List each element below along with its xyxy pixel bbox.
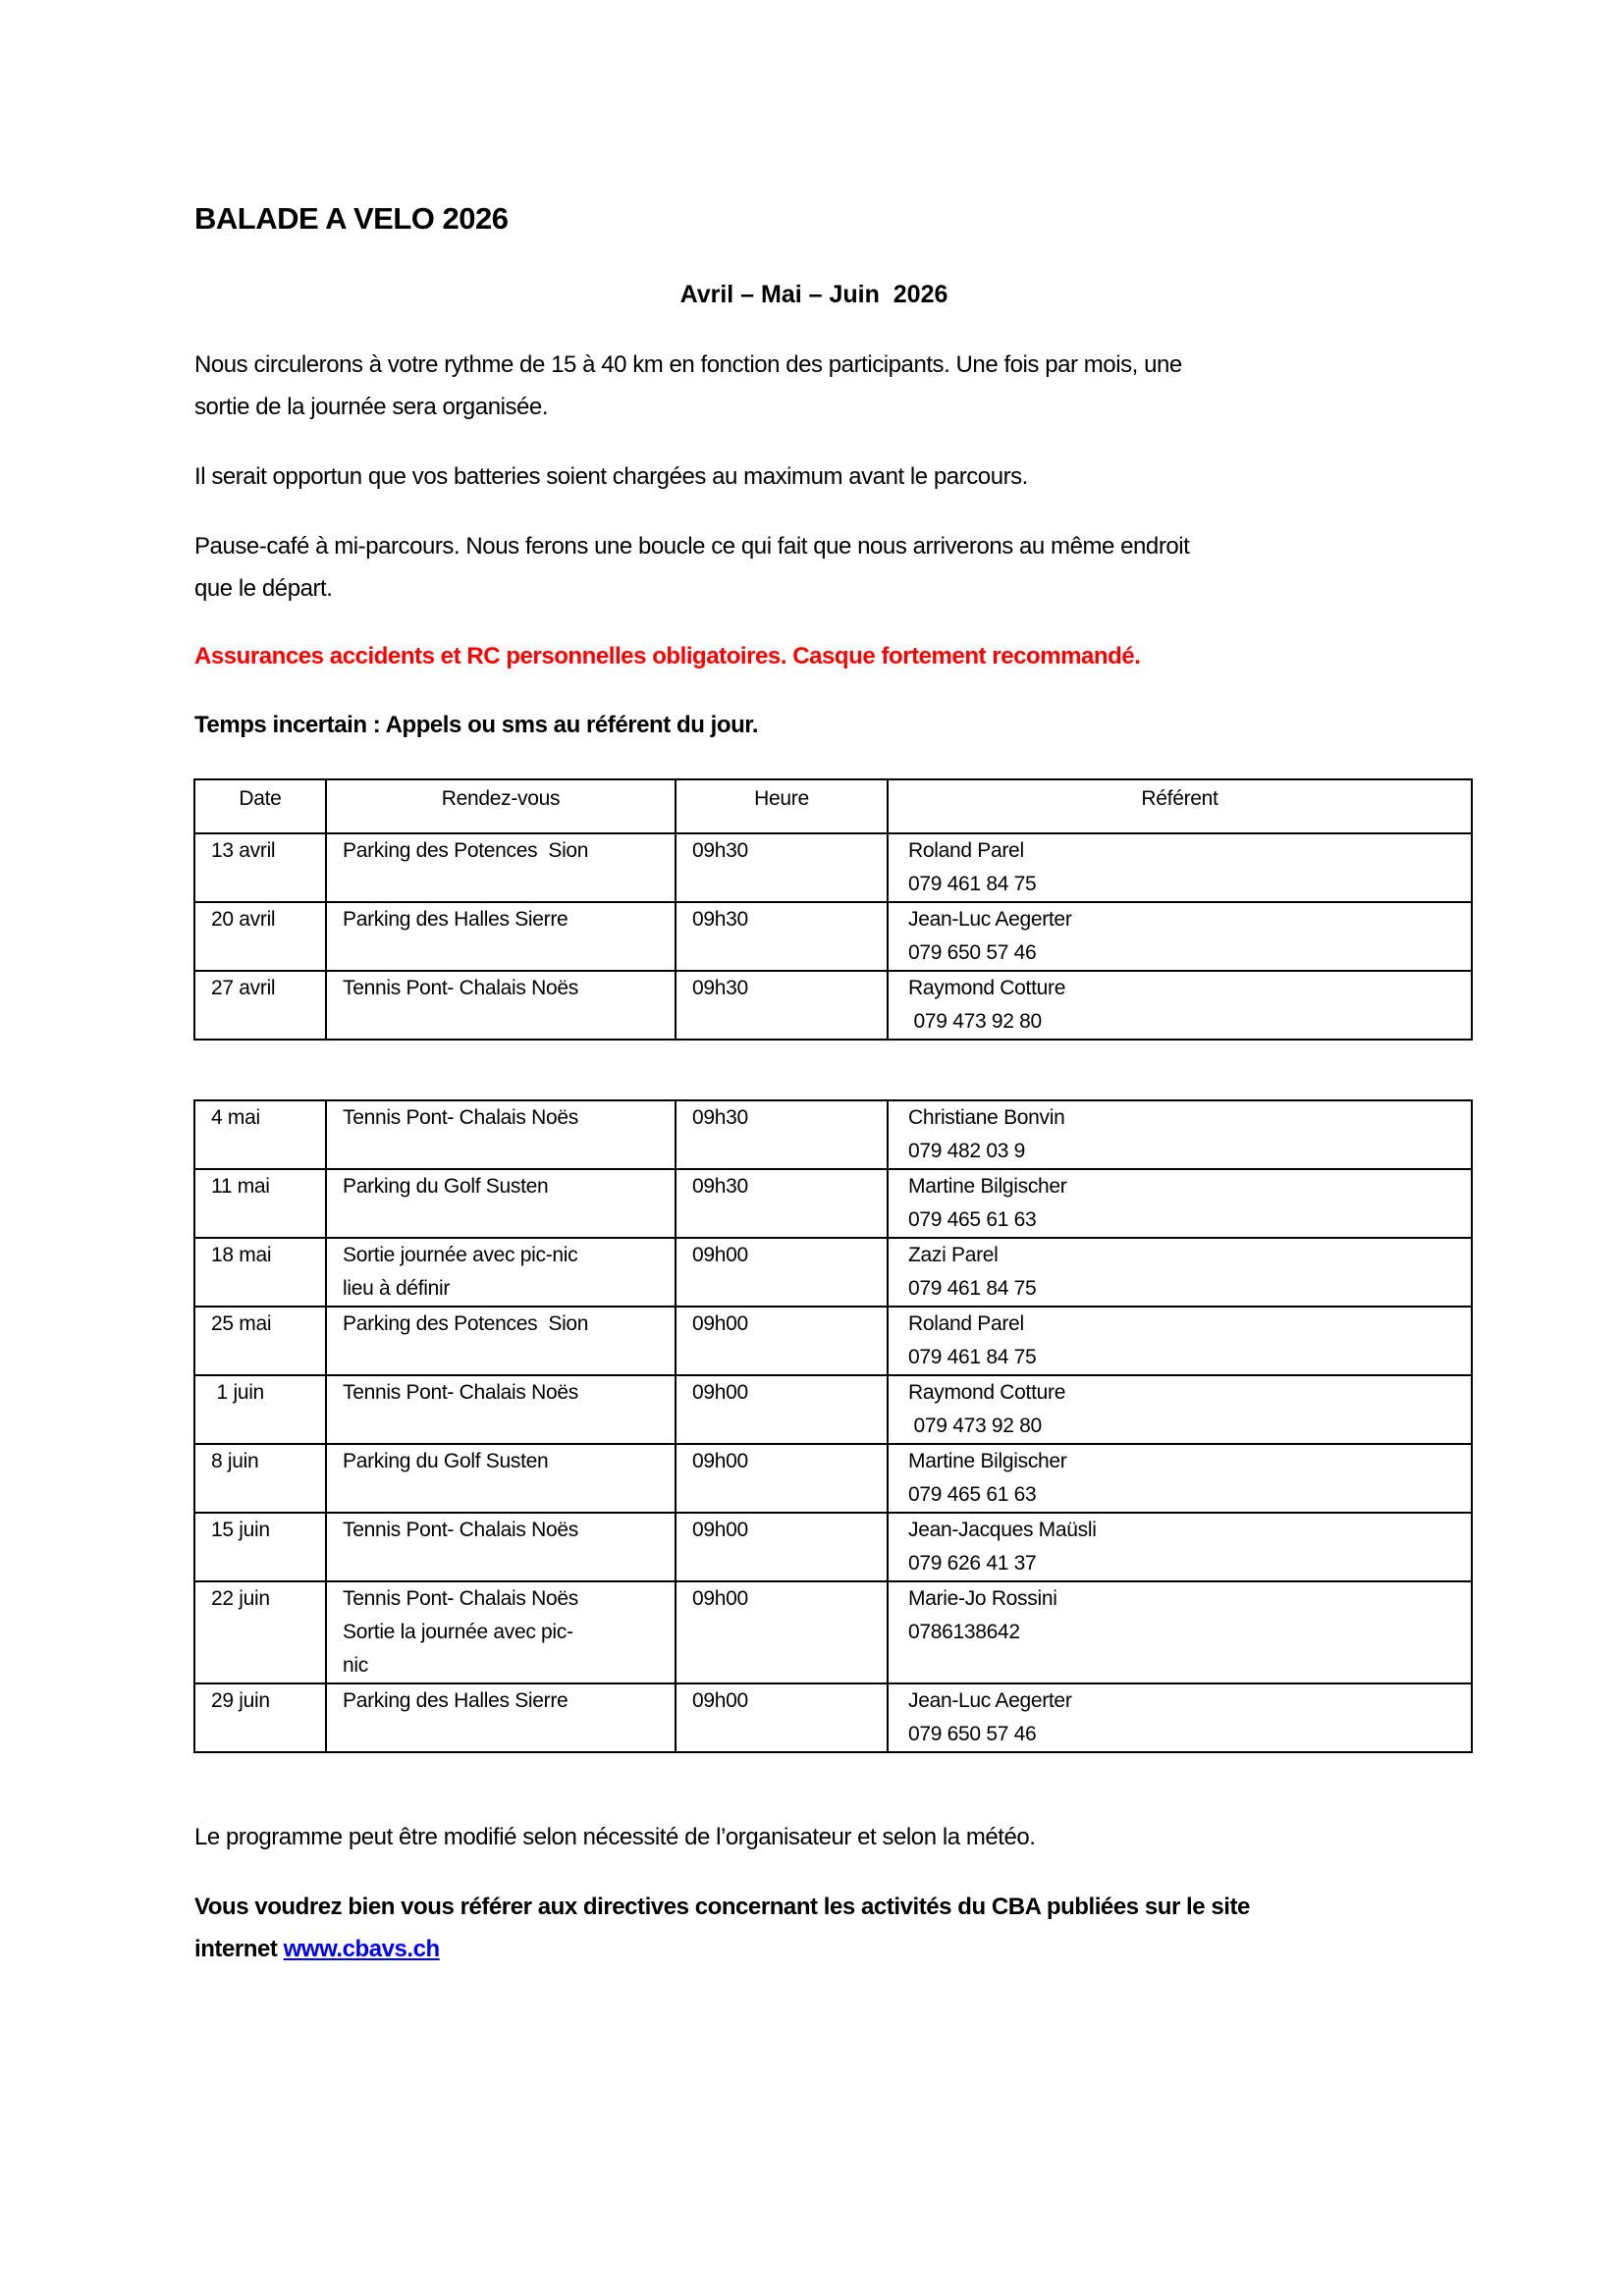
date-text: 13 avril bbox=[211, 839, 276, 862]
referent-name: Zazi Parel bbox=[908, 1244, 999, 1266]
cell-date bbox=[194, 1683, 326, 1752]
time-text: 09h30 bbox=[692, 908, 748, 931]
period-subtitle-text: Avril – Mai – Juin 2026 bbox=[679, 281, 948, 308]
place-text: Sortie journée avec pic-nic bbox=[343, 1244, 578, 1266]
referent-name: Jean-Luc Aegerter bbox=[908, 908, 1072, 931]
place-text: Parking des Halles Sierre bbox=[343, 1689, 568, 1712]
schedule-table-april bbox=[193, 778, 1473, 1041]
date-text: 1 juin bbox=[211, 1381, 264, 1404]
weather-note: Temps incertain : Appels ou sms au référent du jour. bbox=[194, 712, 759, 738]
date-text: 11 mai bbox=[211, 1175, 270, 1198]
place-text: Parking des Halles Sierre bbox=[343, 908, 568, 931]
cell-date bbox=[194, 1581, 326, 1683]
cell-referent bbox=[888, 833, 1472, 902]
table-row bbox=[194, 833, 1472, 902]
cell-place bbox=[326, 1375, 676, 1444]
date-text: 8 juin bbox=[211, 1450, 259, 1472]
table-row bbox=[194, 1100, 1472, 1169]
referent-name: Marie-Jo Rossini bbox=[908, 1587, 1057, 1610]
time-text: 09h30 bbox=[692, 977, 748, 999]
cell-time bbox=[676, 1100, 888, 1169]
cell-referent bbox=[888, 1307, 1472, 1375]
table-row bbox=[194, 1513, 1472, 1581]
time-text: 09h30 bbox=[692, 839, 748, 862]
cell-date bbox=[194, 971, 326, 1040]
cell-referent bbox=[888, 1375, 1472, 1444]
time-text: 09h00 bbox=[692, 1450, 748, 1472]
place-text-line-3: nic bbox=[343, 1654, 368, 1677]
cell-time bbox=[676, 902, 888, 971]
cell-date bbox=[194, 833, 326, 902]
directives-prefix: internet bbox=[194, 1936, 284, 1962]
coffee-paragraph bbox=[194, 525, 1189, 610]
cell-time bbox=[676, 1683, 888, 1752]
cell-date bbox=[194, 1375, 326, 1444]
table-header-row bbox=[194, 779, 1472, 833]
cell-referent bbox=[888, 1581, 1472, 1683]
place-text: Tennis Pont- Chalais Noës bbox=[343, 1381, 578, 1404]
cell-date bbox=[194, 1307, 326, 1375]
battery-line: Il serait opportun que vos batteries soient chargées au maximum avant le parcours. bbox=[194, 463, 1028, 490]
referent-name: Christiane Bonvin bbox=[908, 1106, 1065, 1129]
referent-phone: 0786138642 bbox=[908, 1621, 1020, 1643]
cell-place bbox=[326, 1581, 676, 1683]
cell-place bbox=[326, 1513, 676, 1581]
header-heure: Heure bbox=[676, 779, 888, 833]
referent-name: Roland Parel bbox=[908, 839, 1024, 862]
cell-date bbox=[194, 902, 326, 971]
directives-note bbox=[194, 1886, 1250, 1970]
cell-referent bbox=[888, 1169, 1472, 1238]
cell-referent bbox=[888, 1513, 1472, 1581]
date-text: 20 avril bbox=[211, 908, 276, 931]
place-text-line-2: Sortie la journée avec pic- bbox=[343, 1621, 573, 1643]
referent-phone: 079 465 61 63 bbox=[908, 1483, 1037, 1506]
cell-place bbox=[326, 1444, 676, 1513]
intro-line-1: Nous circulerons à votre rythme de 15 à 40 km en fonction des participants. Une fois par mois, une bbox=[194, 351, 1182, 378]
place-text: Tennis Pont- Chalais Noës bbox=[343, 977, 578, 999]
cell-referent bbox=[888, 902, 1472, 971]
table-row bbox=[194, 1375, 1472, 1444]
header-date: Date bbox=[194, 779, 326, 833]
cell-time bbox=[676, 833, 888, 902]
cell-time bbox=[676, 1444, 888, 1513]
cell-time bbox=[676, 1169, 888, 1238]
cell-place bbox=[326, 1683, 676, 1752]
cell-referent bbox=[888, 1444, 1472, 1513]
referent-phone: 079 650 57 46 bbox=[908, 941, 1037, 964]
referent-phone: 079 461 84 75 bbox=[908, 1346, 1037, 1368]
battery-paragraph bbox=[194, 455, 1028, 498]
cell-time bbox=[676, 1581, 888, 1683]
schedule-table-may-june bbox=[193, 1099, 1473, 1753]
referent-phone: 079 473 92 80 bbox=[908, 1010, 1042, 1033]
date-text: 25 mai bbox=[211, 1312, 272, 1335]
referent-phone: 079 650 57 46 bbox=[908, 1723, 1037, 1745]
referent-phone: 079 461 84 75 bbox=[908, 1277, 1037, 1300]
table-row bbox=[194, 1238, 1472, 1307]
cell-referent bbox=[888, 1100, 1472, 1169]
place-text: Tennis Pont- Chalais Noës bbox=[343, 1106, 578, 1129]
date-text: 18 mai bbox=[211, 1244, 272, 1266]
place-text: Parking des Potences Sion bbox=[343, 839, 589, 862]
referent-name: Roland Parel bbox=[908, 1312, 1024, 1335]
time-text: 09h00 bbox=[692, 1519, 748, 1541]
cell-place bbox=[326, 1169, 676, 1238]
cell-date bbox=[194, 1169, 326, 1238]
place-text: Parking des Potences Sion bbox=[343, 1312, 589, 1335]
cell-place bbox=[326, 1307, 676, 1375]
table-row bbox=[194, 1581, 1472, 1683]
cell-place bbox=[326, 1238, 676, 1307]
directives-line-2 bbox=[194, 1928, 1250, 1970]
table-row bbox=[194, 1683, 1472, 1752]
referent-phone: 079 465 61 63 bbox=[908, 1208, 1037, 1231]
time-text: 09h00 bbox=[692, 1587, 748, 1610]
coffee-line-1: Pause-café à mi-parcours. Nous ferons une boucle ce qui fait que nous arriverons au même endroit bbox=[194, 533, 1190, 560]
directives-line-1: Vous voudrez bien vous référer aux directives concernant les activités du CBA publiées sur le site bbox=[194, 1894, 1250, 1920]
date-text: 4 mai bbox=[211, 1106, 260, 1129]
cell-place bbox=[326, 833, 676, 902]
referent-phone: 079 482 03 9 bbox=[908, 1140, 1026, 1162]
cell-time bbox=[676, 971, 888, 1040]
date-text: 29 juin bbox=[211, 1689, 270, 1712]
table-row bbox=[194, 1169, 1472, 1238]
cell-date bbox=[194, 1444, 326, 1513]
referent-name: Raymond Cotture bbox=[908, 977, 1066, 999]
date-text: 22 juin bbox=[211, 1587, 270, 1610]
cell-place bbox=[326, 971, 676, 1040]
table-row bbox=[194, 1444, 1472, 1513]
time-text: 09h30 bbox=[692, 1106, 748, 1129]
cell-referent bbox=[888, 1683, 1472, 1752]
website-link[interactable]: www.cbavs.ch bbox=[283, 1936, 440, 1962]
intro-paragraph bbox=[194, 344, 1182, 428]
header-referent: Référent bbox=[888, 779, 1472, 833]
cell-time bbox=[676, 1307, 888, 1375]
cell-referent bbox=[888, 1238, 1472, 1307]
referent-name: Martine Bilgischer bbox=[908, 1450, 1067, 1472]
time-text: 09h00 bbox=[692, 1689, 748, 1712]
cell-date bbox=[194, 1100, 326, 1169]
cell-time bbox=[676, 1238, 888, 1307]
table-row bbox=[194, 1307, 1472, 1375]
referent-phone: 079 461 84 75 bbox=[908, 873, 1037, 895]
place-text: Tennis Pont- Chalais Noës bbox=[343, 1587, 578, 1610]
referent-name: Jean-Jacques Maüsli bbox=[908, 1519, 1097, 1541]
referent-name: Jean-Luc Aegerter bbox=[908, 1689, 1072, 1712]
referent-phone: 079 473 92 80 bbox=[908, 1415, 1042, 1437]
cell-time bbox=[676, 1513, 888, 1581]
cell-referent bbox=[888, 971, 1472, 1040]
cell-place bbox=[326, 1100, 676, 1169]
cell-place bbox=[326, 902, 676, 971]
place-text: Parking du Golf Susten bbox=[343, 1450, 549, 1472]
header-rendez-vous: Rendez-vous bbox=[326, 779, 676, 833]
time-text: 09h00 bbox=[692, 1381, 748, 1404]
document-title: BALADE A VELO 2026 bbox=[194, 201, 509, 236]
period-subtitle bbox=[0, 281, 1624, 309]
program-change-note: Le programme peut être modifié selon nécessité de l’organisateur et selon la météo. bbox=[194, 1824, 1036, 1850]
cell-date bbox=[194, 1238, 326, 1307]
place-text: Parking du Golf Susten bbox=[343, 1175, 549, 1198]
referent-name: Raymond Cotture bbox=[908, 1381, 1066, 1404]
place-text: Tennis Pont- Chalais Noës bbox=[343, 1519, 578, 1541]
date-text: 15 juin bbox=[211, 1519, 270, 1541]
time-text: 09h00 bbox=[692, 1312, 748, 1335]
cell-date bbox=[194, 1513, 326, 1581]
referent-phone: 079 626 41 37 bbox=[908, 1552, 1037, 1575]
referent-name: Martine Bilgischer bbox=[908, 1175, 1067, 1198]
intro-line-2: sortie de la journée sera organisée. bbox=[194, 394, 549, 420]
place-text-line-2: lieu à définir bbox=[343, 1277, 451, 1300]
table-row bbox=[194, 902, 1472, 971]
insurance-warning: Assurances accidents et RC personnelles obligatoires. Casque fortement recommandé. bbox=[194, 643, 1141, 669]
time-text: 09h30 bbox=[692, 1175, 748, 1198]
date-text: 27 avril bbox=[211, 977, 276, 999]
coffee-line-2: que le départ. bbox=[194, 575, 333, 602]
table-row bbox=[194, 971, 1472, 1040]
time-text: 09h00 bbox=[692, 1244, 748, 1266]
cell-time bbox=[676, 1375, 888, 1444]
